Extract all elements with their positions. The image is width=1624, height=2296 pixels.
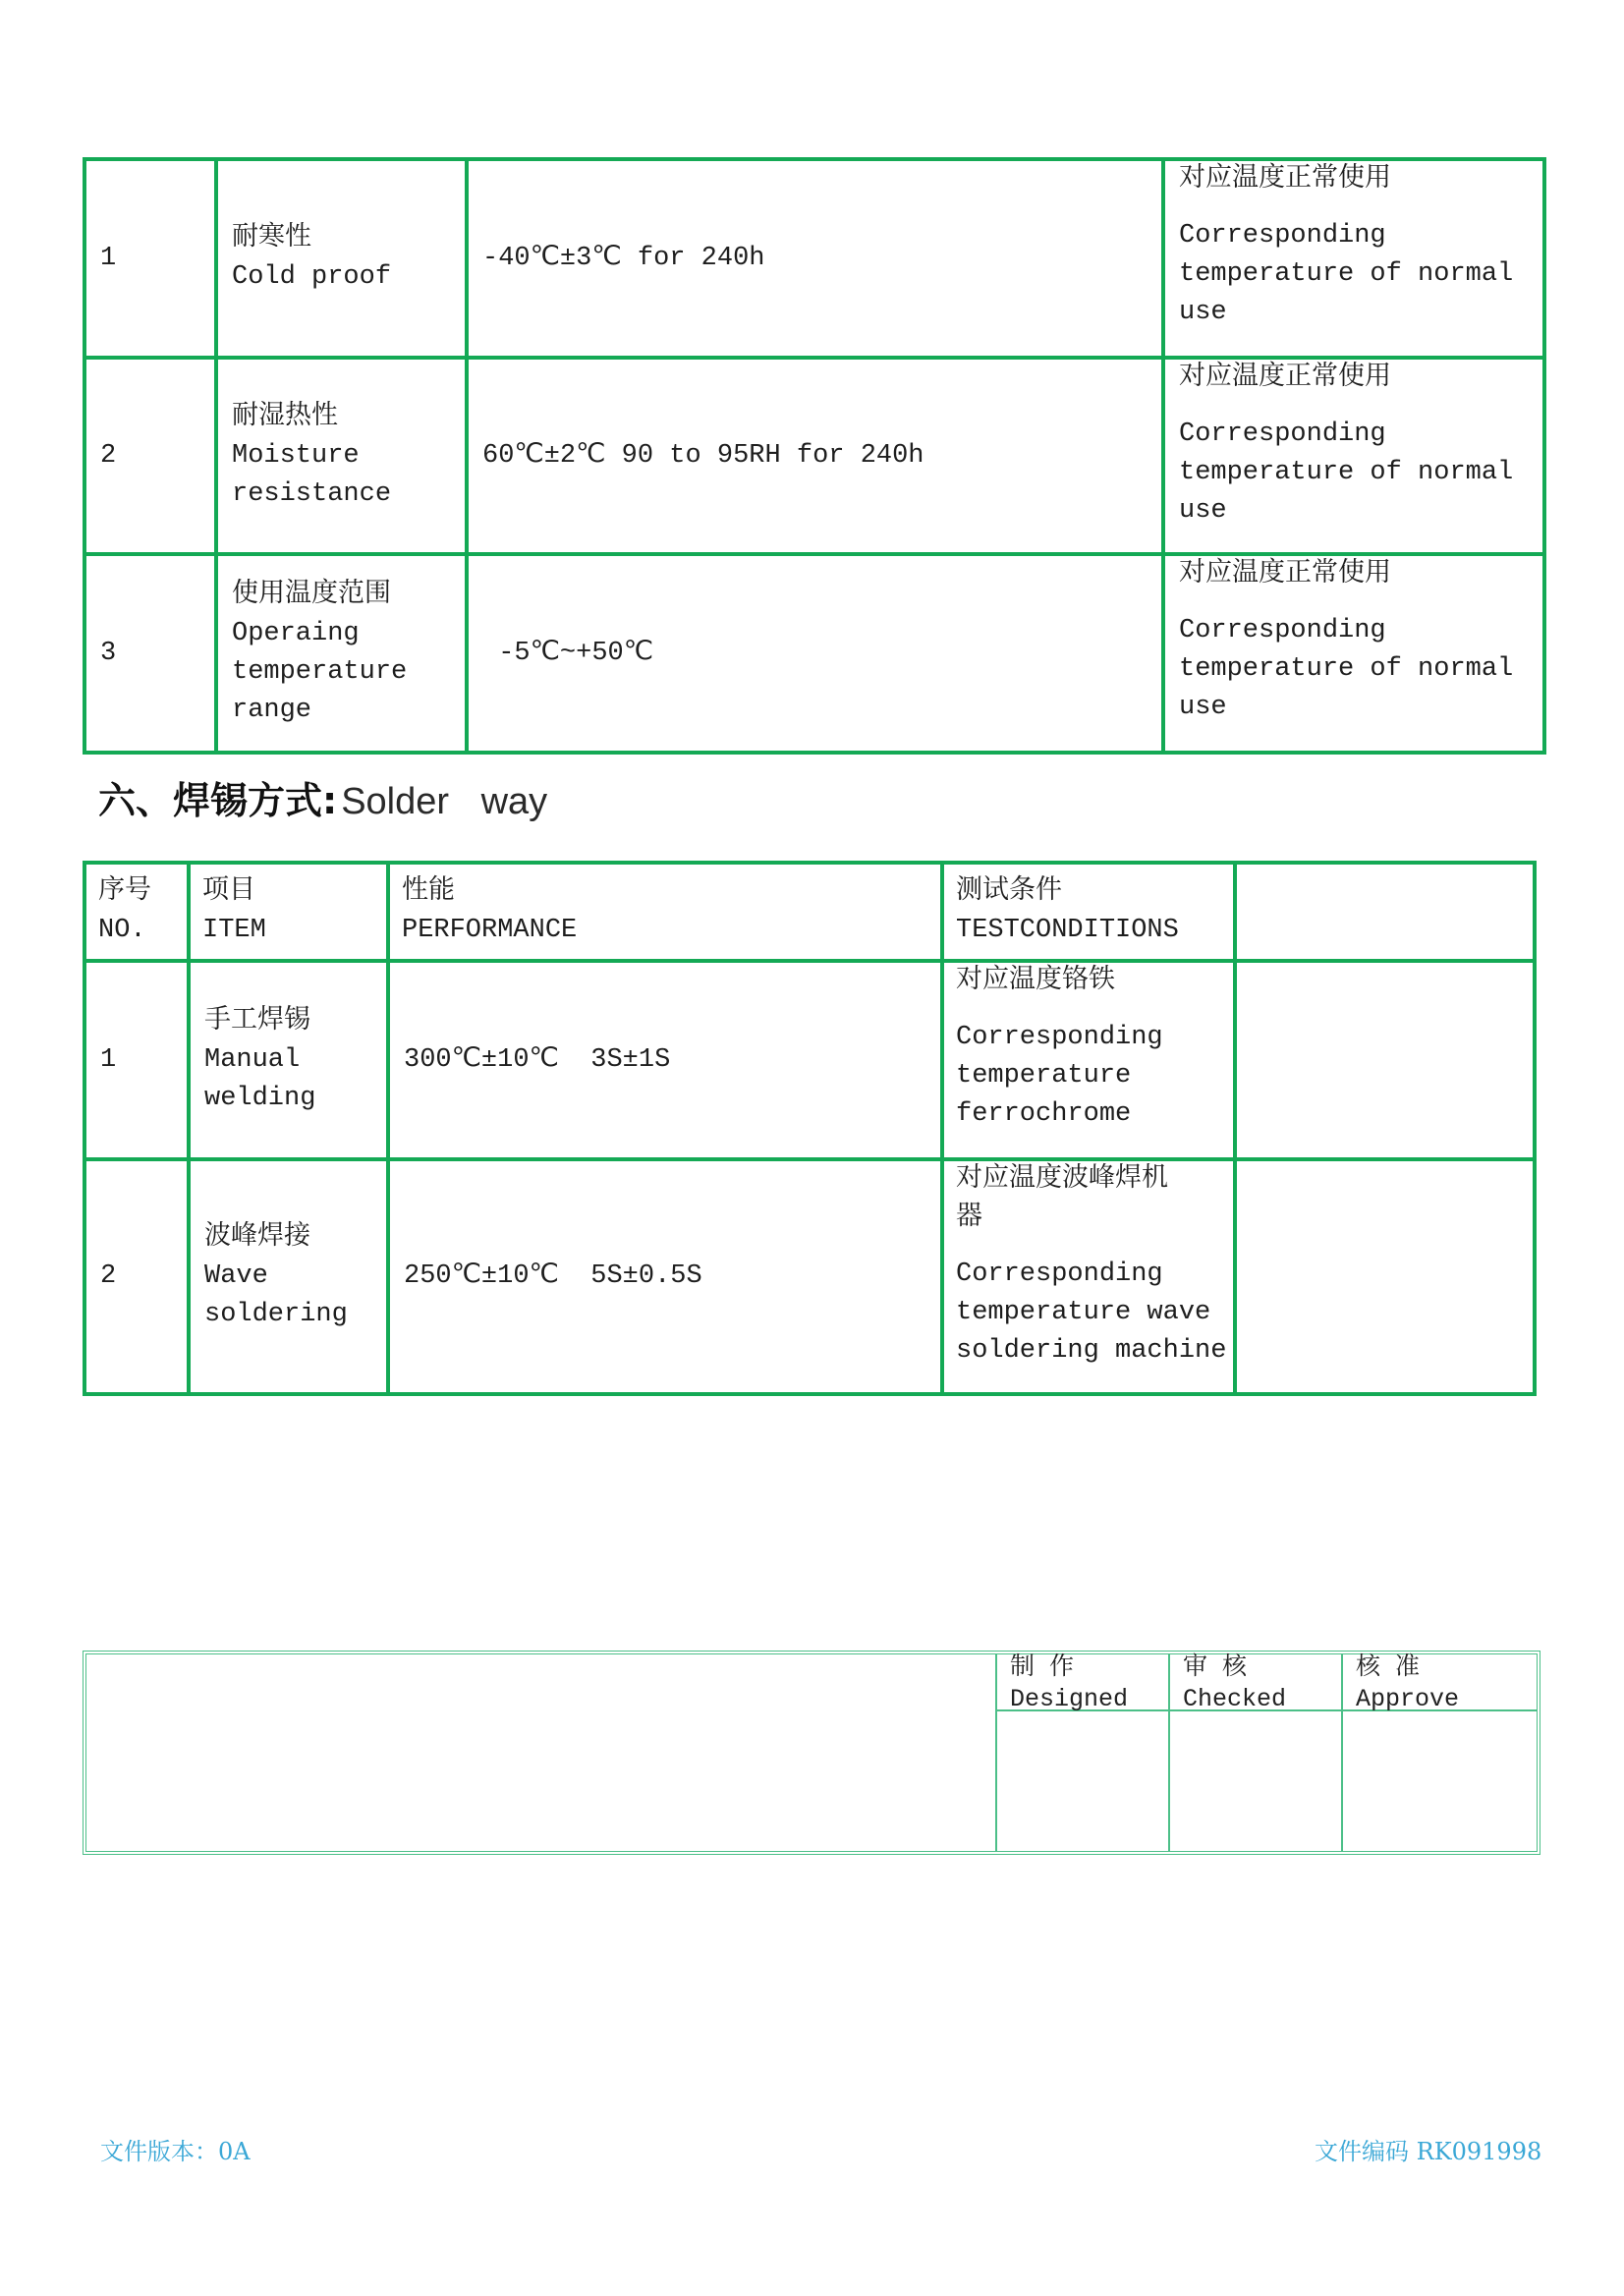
header-no: 序号 NO. [84,863,189,961]
header-blank [1235,863,1535,961]
signoff-approve-field[interactable] [1343,1711,1535,1847]
remark-cell: 对应温度正常使用 Corresponding temperature of normal use [1163,159,1544,358]
footer-version: 文件版本：0A [100,2138,251,2165]
header-item: 项目 ITEM [189,863,388,961]
blank-cell [1235,961,1535,1159]
row-number: 3 [84,554,216,753]
item-cell: 手工焊锡 Manual welding [189,961,388,1159]
solder-way-table [83,861,1537,1396]
row-number: 1 [84,961,189,1159]
signoff-designed-field[interactable] [997,1711,1168,1847]
table-row [84,554,1544,753]
row-number: 2 [84,1159,189,1394]
signoff-box [83,1651,1540,1855]
table-row [84,1159,1535,1394]
blank-cell [1235,1159,1535,1394]
signoff-checked-field[interactable] [1170,1711,1341,1847]
remark-cell: 对应温度正常使用 Corresponding temperature of normal use [1163,554,1544,753]
item-cell: 使用温度范围 Operaing temperature range [216,554,467,753]
section-heading-cn: 六、焊锡方式: [98,779,338,822]
section-heading-solder-way [98,778,547,827]
header-test-conditions: 测试条件 TESTCONDITIONS [942,863,1235,961]
condition-cell: 60℃±2℃ 90 to 95RH for 240h [467,358,1163,554]
table-header-row [84,863,1535,961]
performance-cell: 300℃±10℃ 3S±1S [388,961,942,1159]
row-number: 1 [84,159,216,358]
condition-cell: 对应温度铬铁 Corresponding temperature ferrochrome [942,961,1235,1159]
header-performance: 性能 PERFORMANCE [388,863,942,961]
remark-cell: 对应温度正常使用 Corresponding temperature of normal use [1163,358,1544,554]
item-cell: 耐寒性 Cold proof [216,159,467,358]
table-row [84,358,1544,554]
footer-document-code: 文件编码 RK091998 [1315,2138,1542,2165]
item-cell: 耐湿热性 Moisture resistance [216,358,467,554]
signoff-designed-label: 制 作 Designed [1010,1653,1129,1713]
signoff-checked-label: 审 核 Checked [1183,1653,1287,1713]
row-number: 2 [84,358,216,554]
environment-test-table [83,157,1546,755]
condition-cell: -5℃~+50℃ [467,554,1163,753]
signoff-approve-label: 核 准 Approve [1356,1653,1460,1713]
table-row [84,961,1535,1159]
section-heading-en: Solder way [341,781,548,822]
condition-cell: 对应温度波峰焊机 器 Corresponding temperature wave soldering machine [942,1159,1235,1394]
performance-cell: 250℃±10℃ 5S±0.5S [388,1159,942,1394]
table-row [84,159,1544,358]
item-cell: 波峰焊接 Wave soldering [189,1159,388,1394]
condition-cell: -40℃±3℃ for 240h [467,159,1163,358]
